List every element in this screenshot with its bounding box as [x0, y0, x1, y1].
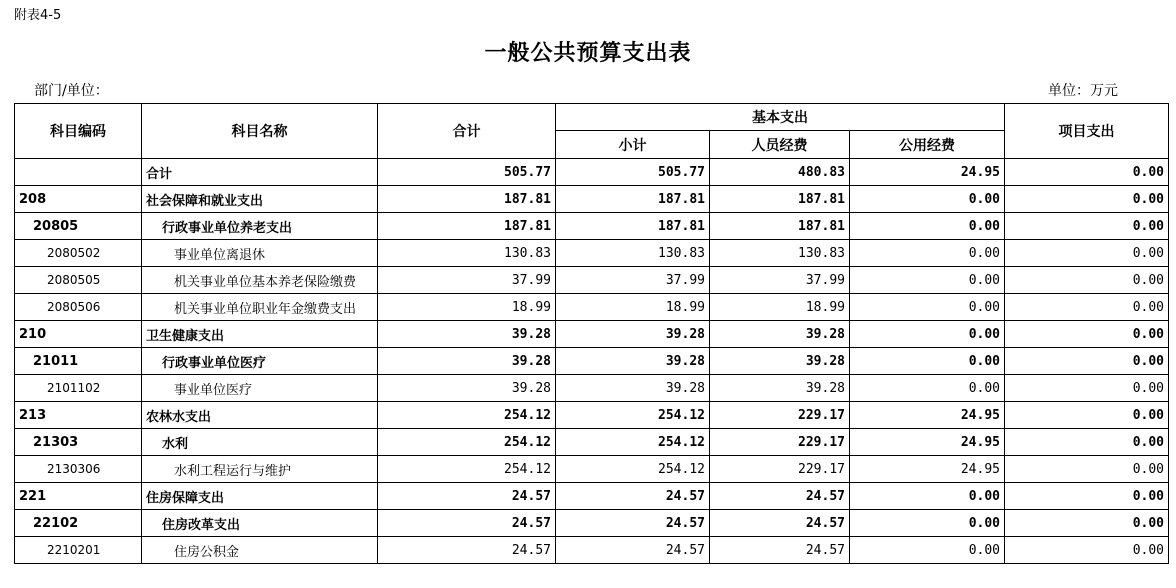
page-title: 一般公共预算支出表	[484, 40, 692, 66]
cell-code: 2080502	[15, 240, 142, 267]
cell-project: 0.00	[1005, 510, 1169, 537]
cell-name: 机关事业单位基本养老保险缴费	[142, 267, 378, 294]
cell-code	[15, 159, 142, 186]
cell-personnel: 187.81	[710, 186, 850, 213]
cell-name: 合计	[142, 159, 378, 186]
department-label: 部门/单位：	[34, 83, 109, 99]
cell-personnel: 39.28	[710, 321, 850, 348]
table-row	[15, 348, 1169, 375]
header-name: 科目名称	[142, 104, 378, 159]
cell-public: 24.95	[850, 159, 1005, 186]
table-row	[15, 429, 1169, 456]
cell-subtotal: 39.28	[556, 348, 710, 375]
cell-subtotal: 18.99	[556, 294, 710, 321]
cell-total: 254.12	[378, 429, 556, 456]
table-row	[15, 483, 1169, 510]
cell-personnel: 187.81	[710, 213, 850, 240]
cell-total: 24.57	[378, 483, 556, 510]
cell-name: 水利工程运行与维护	[142, 456, 378, 483]
table-row	[15, 294, 1169, 321]
cell-subtotal: 254.12	[556, 402, 710, 429]
budget-table	[14, 103, 1169, 564]
cell-project: 0.00	[1005, 375, 1169, 402]
cell-subtotal: 39.28	[556, 375, 710, 402]
table-row	[15, 402, 1169, 429]
cell-personnel: 130.83	[710, 240, 850, 267]
cell-code: 22102	[15, 510, 142, 537]
cell-public: 24.95	[850, 402, 1005, 429]
attachment-label: 附表4-5	[14, 8, 62, 23]
cell-total: 254.12	[378, 456, 556, 483]
cell-code: 20805	[15, 213, 142, 240]
cell-name: 住房保障支出	[142, 483, 378, 510]
table-row	[15, 267, 1169, 294]
cell-code: 221	[15, 483, 142, 510]
table-row	[15, 213, 1169, 240]
cell-project: 0.00	[1005, 537, 1169, 564]
cell-code: 2080506	[15, 294, 142, 321]
cell-total: 18.99	[378, 294, 556, 321]
cell-code: 210	[15, 321, 142, 348]
cell-project: 0.00	[1005, 267, 1169, 294]
cell-name: 行政事业单位医疗	[142, 348, 378, 375]
cell-personnel: 24.57	[710, 483, 850, 510]
header-public: 公用经费	[850, 131, 1005, 159]
header-basic: 基本支出	[556, 104, 1005, 131]
cell-public: 0.00	[850, 267, 1005, 294]
cell-total: 39.28	[378, 321, 556, 348]
cell-public: 0.00	[850, 294, 1005, 321]
header-total: 合计	[378, 104, 556, 159]
cell-public: 0.00	[850, 240, 1005, 267]
cell-subtotal: 39.28	[556, 321, 710, 348]
cell-code: 21011	[15, 348, 142, 375]
cell-code: 2080505	[15, 267, 142, 294]
table-row	[15, 456, 1169, 483]
cell-personnel: 37.99	[710, 267, 850, 294]
cell-public: 24.95	[850, 456, 1005, 483]
cell-subtotal: 505.77	[556, 159, 710, 186]
table-header	[15, 104, 1169, 159]
cell-public: 0.00	[850, 483, 1005, 510]
header-code: 科目编码	[15, 104, 142, 159]
cell-public: 0.00	[850, 213, 1005, 240]
cell-subtotal: 187.81	[556, 213, 710, 240]
cell-personnel: 18.99	[710, 294, 850, 321]
cell-total: 187.81	[378, 186, 556, 213]
cell-subtotal: 24.57	[556, 483, 710, 510]
cell-subtotal: 37.99	[556, 267, 710, 294]
cell-code: 2210201	[15, 537, 142, 564]
cell-project: 0.00	[1005, 483, 1169, 510]
cell-name: 水利	[142, 429, 378, 456]
header-subtotal: 小计	[556, 131, 710, 159]
cell-personnel: 229.17	[710, 456, 850, 483]
cell-total: 130.83	[378, 240, 556, 267]
cell-subtotal: 24.57	[556, 510, 710, 537]
cell-public: 24.95	[850, 429, 1005, 456]
cell-code: 21303	[15, 429, 142, 456]
unit-label: 单位：万元	[1048, 83, 1118, 99]
cell-name: 事业单位离退休	[142, 240, 378, 267]
table-row	[15, 159, 1169, 186]
cell-project: 0.00	[1005, 240, 1169, 267]
cell-total: 39.28	[378, 348, 556, 375]
cell-code: 208	[15, 186, 142, 213]
cell-name: 农林水支出	[142, 402, 378, 429]
table-row	[15, 186, 1169, 213]
cell-public: 0.00	[850, 186, 1005, 213]
cell-total: 187.81	[378, 213, 556, 240]
cell-project: 0.00	[1005, 348, 1169, 375]
header-personnel: 人员经费	[710, 131, 850, 159]
cell-personnel: 24.57	[710, 537, 850, 564]
cell-project: 0.00	[1005, 294, 1169, 321]
cell-public: 0.00	[850, 348, 1005, 375]
cell-name: 住房公积金	[142, 537, 378, 564]
cell-project: 0.00	[1005, 429, 1169, 456]
cell-subtotal: 24.57	[556, 537, 710, 564]
cell-total: 254.12	[378, 402, 556, 429]
table-row	[15, 537, 1169, 564]
cell-personnel: 229.17	[710, 402, 850, 429]
table-row	[15, 375, 1169, 402]
cell-public: 0.00	[850, 321, 1005, 348]
cell-code: 2101102	[15, 375, 142, 402]
cell-name: 行政事业单位养老支出	[142, 213, 378, 240]
table-body	[15, 159, 1169, 564]
cell-name: 机关事业单位职业年金缴费支出	[142, 294, 378, 321]
cell-personnel: 39.28	[710, 375, 850, 402]
cell-personnel: 24.57	[710, 510, 850, 537]
cell-subtotal: 254.12	[556, 456, 710, 483]
cell-name: 社会保障和就业支出	[142, 186, 378, 213]
cell-subtotal: 187.81	[556, 186, 710, 213]
cell-project: 0.00	[1005, 159, 1169, 186]
cell-code: 2130306	[15, 456, 142, 483]
cell-project: 0.00	[1005, 456, 1169, 483]
cell-project: 0.00	[1005, 213, 1169, 240]
cell-code: 213	[15, 402, 142, 429]
cell-total: 24.57	[378, 537, 556, 564]
cell-name: 卫生健康支出	[142, 321, 378, 348]
cell-project: 0.00	[1005, 186, 1169, 213]
cell-name: 住房改革支出	[142, 510, 378, 537]
cell-total: 39.28	[378, 375, 556, 402]
cell-public: 0.00	[850, 375, 1005, 402]
cell-project: 0.00	[1005, 402, 1169, 429]
cell-total: 24.57	[378, 510, 556, 537]
cell-public: 0.00	[850, 537, 1005, 564]
cell-name: 事业单位医疗	[142, 375, 378, 402]
table-row	[15, 321, 1169, 348]
table-row	[15, 510, 1169, 537]
cell-public: 0.00	[850, 510, 1005, 537]
table-row	[15, 240, 1169, 267]
cell-personnel: 39.28	[710, 348, 850, 375]
cell-personnel: 229.17	[710, 429, 850, 456]
cell-total: 37.99	[378, 267, 556, 294]
header-project: 项目支出	[1005, 104, 1169, 159]
cell-subtotal: 130.83	[556, 240, 710, 267]
cell-project: 0.00	[1005, 321, 1169, 348]
cell-subtotal: 254.12	[556, 429, 710, 456]
cell-personnel: 480.83	[710, 159, 850, 186]
cell-total: 505.77	[378, 159, 556, 186]
